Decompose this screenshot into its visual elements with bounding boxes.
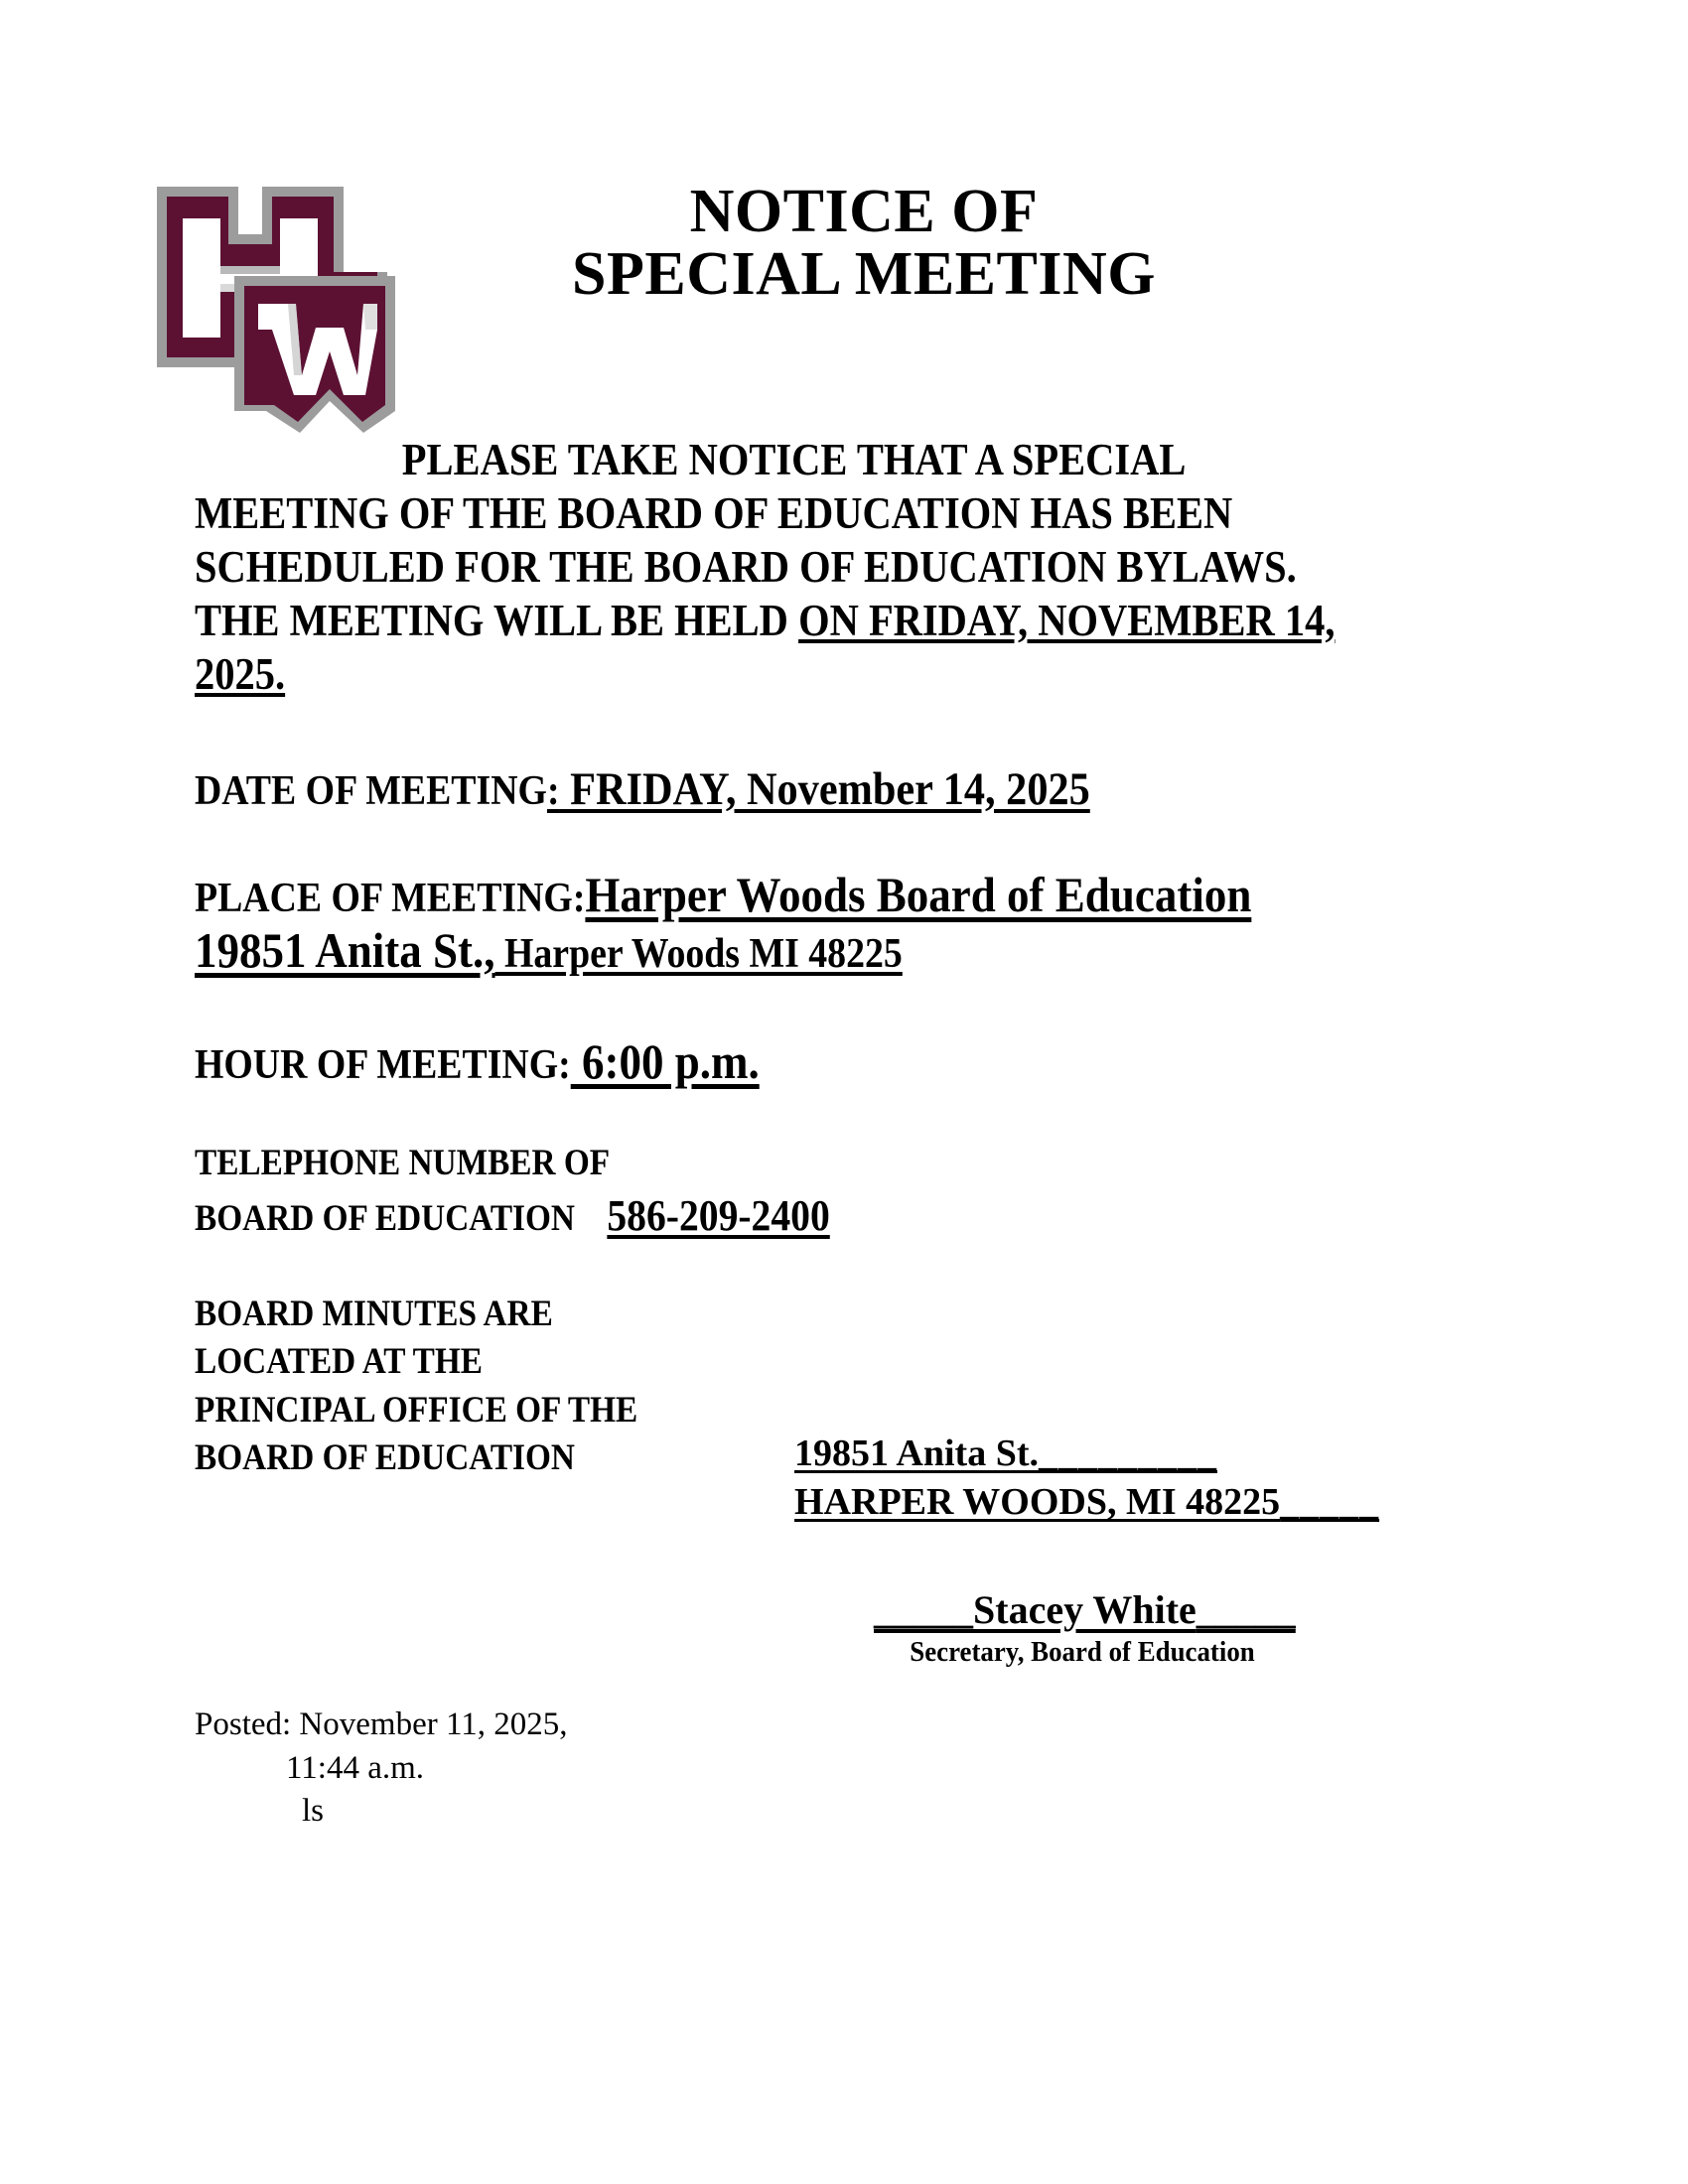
title-line-1: NOTICE OF [689,178,1039,245]
paragraph-text: PLEASE TAKE NOTICE THAT A SPECIAL MEETING OF THE BOARD OF EDUCATION HAS BEEN SCHEDULED FOR THE BOARD OF EDUCATION BYLAWS. THE MEETING WILL BE HELD [195,435,1297,645]
date-value: FRIDAY, November 14, 2025 [559,763,1090,815]
signature-block [874,1586,1296,1669]
date-colon: : [546,768,560,814]
paragraph-underlined-date: ON FRIDAY, NOVEMBER 14, 2025. [195,596,1336,699]
posted-line-2: 11:44 a.m. [286,1749,425,1786]
field-place-of-meeting [195,866,1251,924]
title-line-2: SPECIAL MEETING [571,240,1157,309]
place-address-street: 19851 Anita St., [195,922,495,978]
address-line-1-row [794,1430,1379,1478]
posted-footer [195,1704,568,1834]
address-line-2: HARPER WOODS, MI 48225 [794,1481,1281,1524]
place-address-city: Harper Woods MI 48225 [494,931,903,977]
field-hour-of-meeting [195,1032,760,1091]
minutes-label-line1: BOARD MINUTES ARE [195,1294,553,1334]
telephone-value: 586-209-2400 [607,1191,830,1241]
board-minutes-address [794,1430,1379,1528]
telephone-label-line1: TELEPHONE NUMBER OF [195,1143,611,1183]
place-value: Harper Woods Board of Education [585,867,1252,922]
signature-blank-suffix: _____ [1196,1587,1296,1632]
minutes-label-line3: PRINCIPAL OFFICE OF THE [195,1389,638,1431]
field-board-minutes [195,1291,637,1483]
posted-line-1: Posted: November 11, 2025, [195,1706,568,1742]
signature-role: Secretary, Board of Education [910,1637,1255,1668]
field-place-of-meeting-line2 [195,921,903,980]
hour-label: HOUR OF MEETING: [195,1042,571,1088]
address-line-1-blank: _________ [1038,1433,1217,1474]
posted-line-3: ls [302,1793,325,1830]
hour-value: 6:00 p.m. [570,1033,760,1089]
logo-letter-w [234,276,395,433]
address-line-2-row [794,1478,1379,1527]
address-line-2-blank: _____ [1280,1481,1380,1524]
signature-name-row [874,1586,1296,1633]
notice-paragraph [195,433,1356,701]
address-line-1: 19851 Anita St. [794,1433,1039,1474]
field-telephone [195,1140,830,1244]
signature-name: Stacey White [973,1587,1196,1632]
telephone-label-line2: BOARD OF EDUCATION [195,1198,575,1240]
signature-blank-prefix: _____ [874,1587,973,1632]
place-label: PLACE OF MEETING: [195,876,586,921]
telephone-label-line2-row [195,1187,830,1244]
harper-woods-hw-logo [151,181,399,439]
date-label: DATE OF MEETING [195,768,547,814]
minutes-label-line4: BOARD OF EDUCATION [195,1437,575,1479]
field-date-of-meeting [195,762,1090,817]
minutes-label-line2: LOCATED AT THE [195,1341,483,1383]
page-title [427,178,1301,309]
